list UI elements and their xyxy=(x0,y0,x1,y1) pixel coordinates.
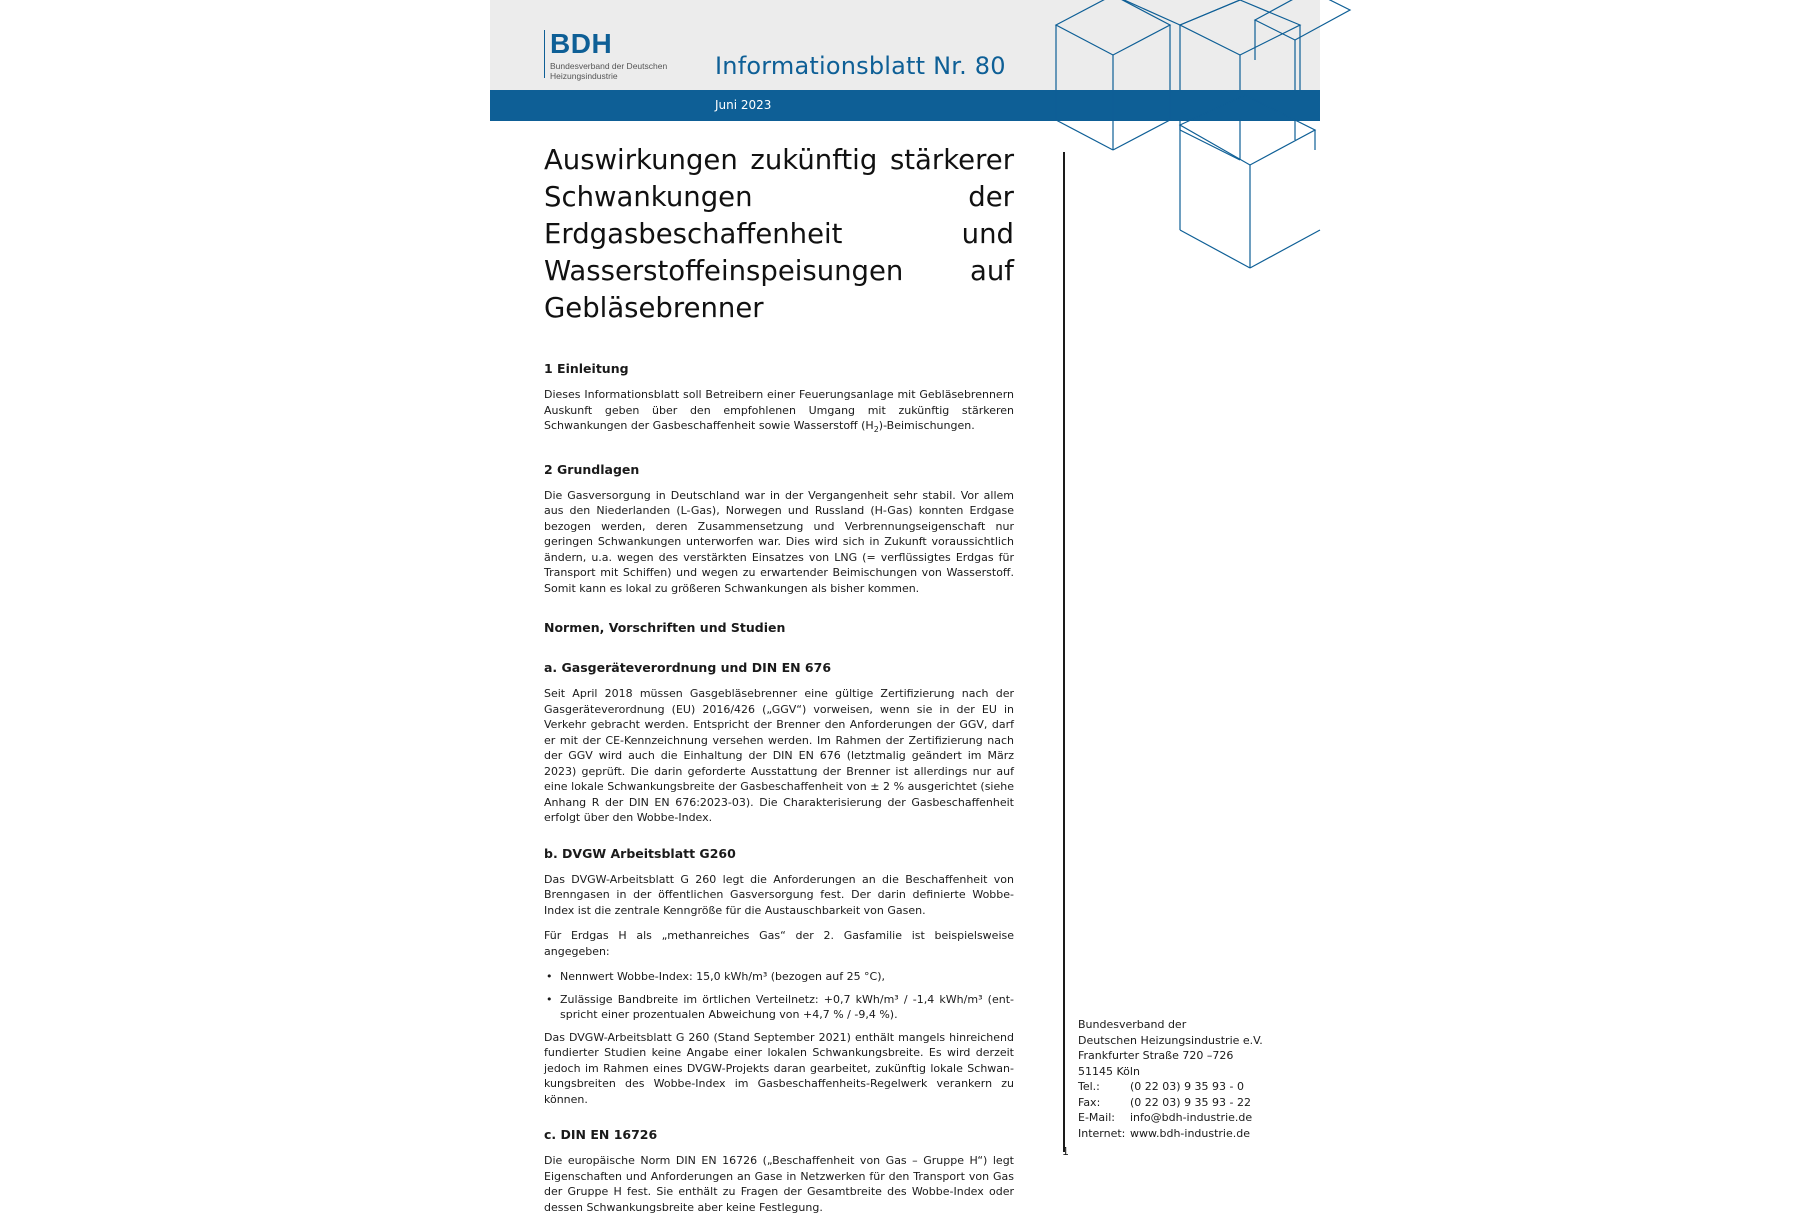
section-heading-einleitung: 1 Einleitung xyxy=(544,361,629,376)
subsection-b-paragraph-1: Das DVGW-Arbeitsblatt G 260 legt die Anforderungen an die Beschaffenheit von Brenngasen in der öffentlichen Gasversorgung fest. Der darin definierte Wobbe-Index ist die zentrale Kenngröße für die Austauschbarkeit von Gasen. xyxy=(544,872,1014,917)
column-divider xyxy=(1063,152,1065,1152)
subsection-heading-b: b. DVGW Arbeitsblatt G260 xyxy=(544,845,736,861)
web-label: Internet: xyxy=(1078,1126,1126,1140)
subsection-heading-c: c. DIN EN 16726 xyxy=(544,1127,658,1143)
contact-block xyxy=(1078,1017,1308,1141)
section-heading-grundlagen: 2 Grundlagen xyxy=(544,461,640,477)
main-column xyxy=(544,142,1014,1225)
email-link[interactable]: info@bdh-industrie.de xyxy=(1130,1111,1253,1124)
logo-subtitle: Bundesverband der Deutschen Heizungsindustrie xyxy=(550,61,668,81)
contact-tel-row xyxy=(1078,1079,1308,1095)
h2-subscript: 2 xyxy=(873,425,879,435)
contact-email-row xyxy=(1078,1110,1308,1126)
list-item: • Nennwert Wobbe-Index: 15,0 kWh/m³ (bezogen auf 25 °C), xyxy=(544,969,1014,985)
list-item: • Zulässige Bandbreite im örtlichen Verteilnetz: +0,7 kWh/m³ / -1,4 kWh/m³ (entspricht einer prozentualen Abweichung von +4,7 % / -9,4 %). xyxy=(544,992,1014,1023)
fax-label: Fax: xyxy=(1078,1095,1101,1109)
contact-street: Frankfurter Straße 720 –726 xyxy=(1078,1049,1234,1062)
document-page xyxy=(490,0,1320,1214)
main-headline: Auswirkungen zukünftig stärkerer Schwankungen der Erdgasbeschaffenheit und Wasserstoffeinspeisungen auf Gebläsebrenner xyxy=(544,144,1014,324)
subsection-b-bullet-list xyxy=(544,969,1014,1023)
bdh-logo xyxy=(544,28,670,81)
document-date: Juni 2023 xyxy=(715,98,772,112)
tel-value: (0 22 03) 9 35 93 - 0 xyxy=(1130,1080,1245,1093)
email-label: E-Mail: xyxy=(1078,1111,1115,1124)
page-number: 1 xyxy=(1062,1145,1069,1158)
contact-org-line-2: Deutschen Heizungsindustrie e.V. xyxy=(1078,1033,1263,1047)
cube-pattern-graphic xyxy=(1050,0,1320,275)
einleitung-paragraph xyxy=(544,387,1014,438)
contact-web-row xyxy=(1078,1126,1308,1142)
document-title: Informationsblatt Nr. 80 xyxy=(715,52,1006,80)
section-heading-normen: Normen, Vorschriften und Studien xyxy=(544,620,786,636)
contact-city: 51145 Köln xyxy=(1078,1064,1140,1078)
tel-label: Tel.: xyxy=(1078,1080,1100,1093)
contact-fax-row xyxy=(1078,1095,1308,1111)
subsection-b-paragraph-3: Das DVGW-Arbeitsblatt G 260 (Stand September 2021) enthält mangels hinreichend fundierter Studien keine Angabe einer lokalen Schwankungsbreite. Es wird derzeit jedoch im Rahmen eines DVGW-Projekts daran gearbeitet, zukünftig lokale Schwankungsbreiten des Wobbe-Index im Gasbeschaffenheits-Regelwerk verankern zu können. xyxy=(544,1030,1014,1106)
einleitung-text-b: )-Beimischungen. xyxy=(878,419,975,432)
contact-org-line-1: Bundesverband der xyxy=(1078,1018,1187,1031)
einleitung-text-a: Dieses Informationsblatt soll Betreibern einer Feuerungsanlage mit Gebläsebrennern Auskunft geben über den empfohlenen Umgang mit zukünftig stärkeren Schwankungen der Gasbeschaffenheit sowie Wasserstoff (H xyxy=(544,388,1014,432)
subsection-b-paragraph-2: Für Erdgas H als „methanreiches Gas“ der 2. Gasfamilie ist beispielsweise angegeben: xyxy=(544,929,1014,958)
fax-value: (0 22 03) 9 35 93 - 22 xyxy=(1130,1095,1252,1109)
subsection-heading-a: a. Gasgeräteverordnung und DIN EN 676 xyxy=(544,660,832,676)
subsection-c-paragraph: Die europäische Norm DIN EN 16726 („Beschaffenheit von Gas – Gruppe H“) legt Eigenschaften und Anforderungen an Gase in Netzwerken für den Transport von Gas der Gruppe H fest. Sie enthält zu Fragen der Gesamtbreite des Wobbe-Index oder dessen Schwankungsbreite aber keine Festlegung. xyxy=(544,1154,1014,1214)
grundlagen-paragraph: Die Gasversorgung in Deutschland war in der Vergangenheit sehr stabil. Vor allem aus den Niederlanden (L-Gas), Norwegen und Russland (H-Gas) konnten Erdgase bezogen werden, deren Zusammensetzung und Verbrennungseigenschaft nur geringen Schwankungen unterworfen war. Dies wird sich in Zukunft voraussichtlich ändern, u.a. wegen des verstärkten Einsatzes von LNG (= verflüssigtes Erdgas für Transport mit Schiffen) und wegen zu erwartender Beimischungen von Wasserstoff. Somit kann es lokal zu größeren Schwankungen als bisher kommen. xyxy=(544,488,1014,595)
subsection-a-paragraph: Seit April 2018 müssen Gasgebläsebrenner eine gültige Zertifizierung nach der Gasgeräteverordnung (EU) 2016/426 („GGV“) vorweisen, wenn sie in der EU in Verkehr gebracht werden. Entspricht der Brenner den Anforderungen der GGV, darf er mit der CE-Kennzeichnung versehen werden. Im Rahmen der Zertifizierung nach der GGV wird auch die Einhaltung der DIN EN 676 (letztmalig geändert im März 2023) geprüft. Die darin geforderte Ausstattung der Brenner ist allerdings nur auf eine lokale Schwankungsbreite der Gasbeschaffenheit von ± 2 % ausgerichtet (siehe Anhang R der DIN EN 676:2023-03). Die Charakterisierung der Gasbeschaffenheit erfolgt über den Wobbe-Index. xyxy=(544,687,1014,825)
logo-wordmark: BDH xyxy=(550,28,613,59)
web-link[interactable]: www.bdh-industrie.de xyxy=(1130,1126,1251,1140)
